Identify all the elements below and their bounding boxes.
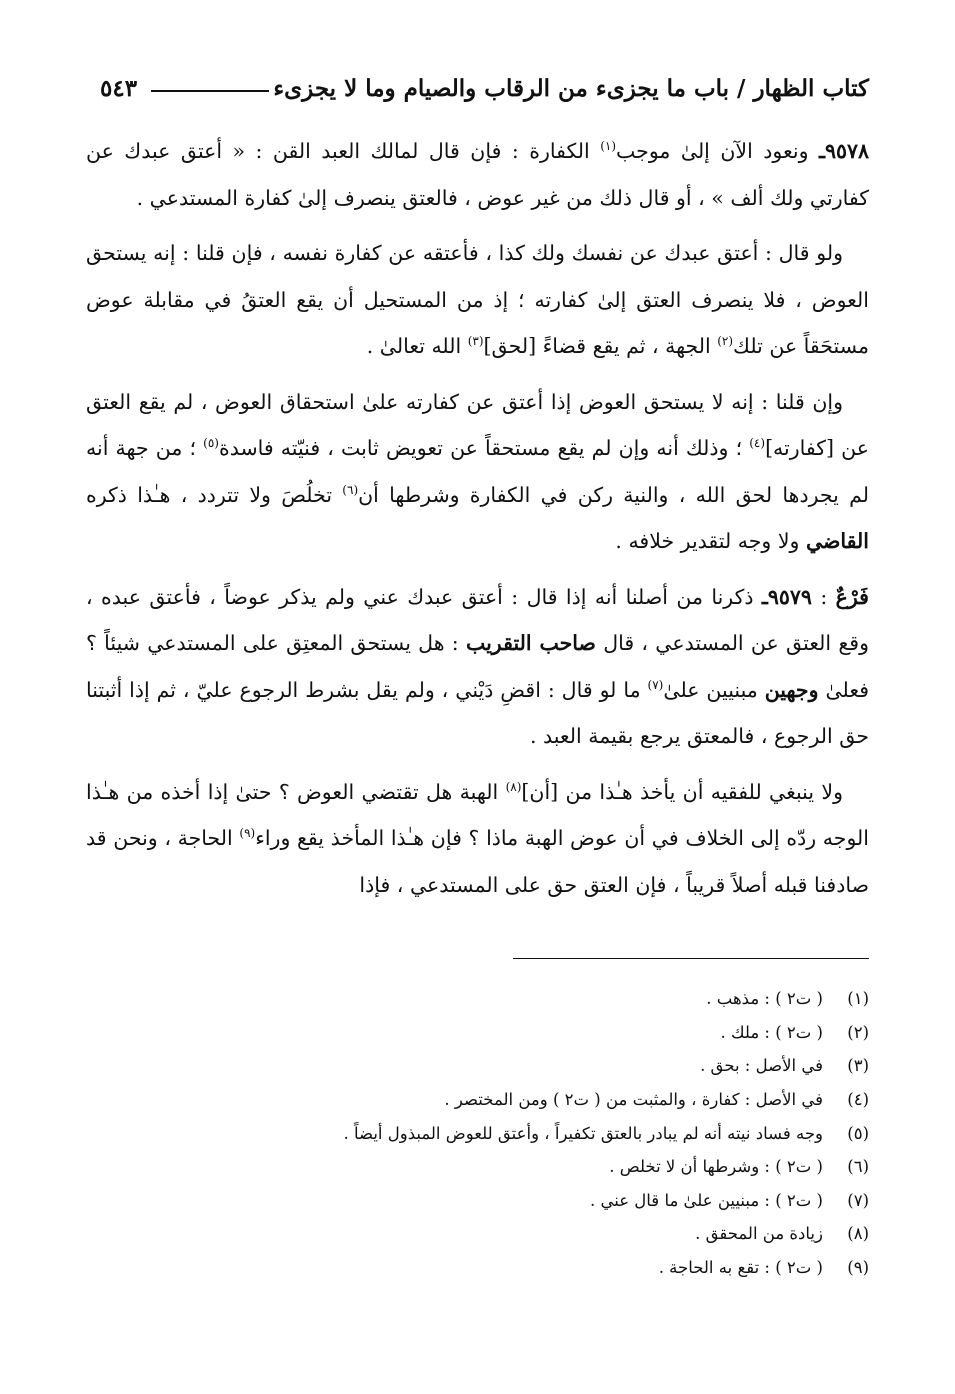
text-run: ولا ينبغي للفقيه أن يأخذ هـٰذا من [أن] — [521, 779, 843, 804]
footnote — [86, 1116, 869, 1150]
footnote-number: (٧) — [847, 1190, 869, 1210]
footnote-ref: (٥) — [203, 436, 219, 451]
paragraph — [86, 230, 869, 370]
text-run: ؛ وذلك أنه وإن لم يقع مستحقاً عن تعويض ثابت ، فنيّته فاسدة — [218, 436, 750, 460]
header-rule — [151, 90, 269, 92]
footnote-number: (٨) — [847, 1224, 869, 1244]
footnote — [86, 1184, 869, 1218]
text-run: تخلُصَ ولا تتردد ، هـٰذا ذكره — [86, 482, 343, 507]
footnote-ref: (٨) — [505, 779, 522, 794]
footnote-ref: (٤) — [749, 436, 766, 451]
footnote-ref: (١) — [600, 139, 617, 154]
footnote-ref: (٣) — [467, 334, 484, 349]
footnotes — [86, 982, 869, 1284]
bold-name: صاحب التقريب — [465, 631, 596, 655]
footnote — [86, 1016, 869, 1050]
text-run: وإن قلنا : إنه لا يستحق العوض إذا أعتق عن كفارته علىٰ استحقاق العوض ، لم يقع العتق عن [كفارته] — [86, 389, 869, 460]
footnote-text: ( ت٢ ) : مذهب . — [706, 989, 823, 1009]
text-run: ونعود الآن إلىٰ موجب — [616, 139, 819, 163]
paragraph-9578 — [86, 128, 869, 221]
footnote — [86, 1150, 869, 1184]
footnote — [86, 1217, 869, 1251]
footnote-number: (٦) — [847, 1157, 869, 1177]
footnote-number: (٤) — [847, 1090, 869, 1110]
footnote — [86, 982, 869, 1016]
footnote-number: (٢) — [847, 1022, 869, 1042]
issue-number: ٩٥٧٨ـ — [818, 139, 869, 163]
footnote — [86, 1049, 869, 1083]
text-run: مبنيين علىٰ — [663, 677, 765, 702]
bold-name: القاضي — [805, 529, 869, 553]
text-run: الهبة هل تقتضي العوض ؟ حتىٰ إذا أخذه من هـٰذا الوجه ردّه إلى الخلاف في أن عوض الهبة ماذا ؟ فإن هـٰذا المأخذ يقع وراء — [86, 779, 869, 850]
footnote — [86, 1083, 869, 1117]
paragraph — [86, 379, 869, 565]
footnote-text: زيادة من المحقق . — [695, 1224, 823, 1244]
text-run: الجهة ، ثم يقع قضاءً [لحق] — [483, 334, 718, 358]
text-run: ؛ من جهة أنه لم يجردها لحق الله ، والنية ركن في الكفارة وشرطها أن — [86, 436, 869, 507]
paragraph-9579 — [86, 574, 869, 760]
text-run: الله تعالىٰ . — [366, 334, 468, 358]
footnote-ref: (٢) — [717, 334, 734, 349]
footnote-ref: (٩) — [239, 826, 256, 841]
footnote-text: ( ت٢ ) : وشرطها أن لا تخلص . — [609, 1157, 823, 1177]
footnote-text: ( ت٢ ) : ملك . — [720, 1022, 823, 1042]
text-run: ولا وجه لتقدير خلافه . — [615, 529, 806, 553]
footnote-number: (١) — [847, 989, 869, 1009]
text-run: : هل يستحق المعتِق على المستدعي شيئاً ؟ فعلىٰ — [86, 631, 870, 702]
footnote-text: في الأصل : بحق . — [700, 1056, 823, 1076]
footnote-number: (٥) — [847, 1123, 869, 1143]
text-run: الكفارة : فإن قال لمالك العبد القن : « أعتق عبدك عن كفارتي ولك ألف » ، أو قال ذلك من غير عوض ، فالعتق ينصرف إلىٰ كفارة المستدعي . — [86, 139, 869, 210]
text-run: : — [811, 584, 836, 609]
footnote-separator — [513, 958, 869, 959]
text-run: ذكرنا من أصلنا أنه إذا قال : أعتق عبدك عني ولم يذكر عوضاً ، فأعتق عبده ، وقع العتق عن المستدعي ، قال — [86, 584, 869, 655]
section-label: فَرْعٌ — [835, 584, 869, 609]
running-header — [100, 66, 869, 110]
footnote-ref: (٦) — [342, 482, 359, 497]
bold-term: وجهين — [764, 677, 819, 702]
issue-number: ٩٥٧٩ـ — [761, 584, 812, 609]
footnote-number: (٩) — [847, 1258, 869, 1278]
footnote-ref: (٧) — [647, 677, 664, 692]
text-run: ما لو قال : اقضِ دَيْني ، ولم يقل بشرط الرجوع عليّ ، ثم إذا أثبتنا حق الرجوع ، فالمعتق يرجع بقيمة العبد . — [86, 677, 869, 748]
header-page-block — [100, 75, 269, 102]
paragraph — [86, 769, 869, 909]
footnote-text: وجه فساد نيته أنه لم يبادر بالعتق تكفيراً ، وأعتق للعوض المبذول أيضاً . — [343, 1123, 823, 1143]
footnote-number: (٣) — [847, 1056, 869, 1076]
text-run: ولو قال : أعتق عبدك عن نفسك ولك كذا ، فأعتقه عن كفارة نفسه ، فإن قلنا : إنه يستحق العوض ، فلا ينصرف العتق إلىٰ كفارته ؛ إذ من المستحيل أن يقع العتقُ في مقابلة عوض مستحَقاً عن تلك — [86, 241, 869, 358]
main-text — [86, 128, 869, 917]
footnote-text: ( ت٢ ) : تقع به الحاجة . — [658, 1258, 823, 1278]
text-run: الحاجة ، ونحن قد صادفنا قبله أصلاً قريباً ، فإن العتق حق على المستدعي ، فإذا — [86, 826, 869, 897]
header-title: كتاب الظهار / باب ما يجزىء من الرقاب والصيام وما لا يجزىء — [273, 74, 869, 102]
page-number: ٥٤٣ — [100, 74, 138, 102]
footnote-text: في الأصل : كفارة ، والمثبت من ( ت٢ ) ومن المختصر . — [444, 1090, 823, 1110]
footnote-text: ( ت٢ ) : مبنيين علىٰ ما قال عني . — [589, 1190, 823, 1210]
footnote — [86, 1251, 869, 1285]
